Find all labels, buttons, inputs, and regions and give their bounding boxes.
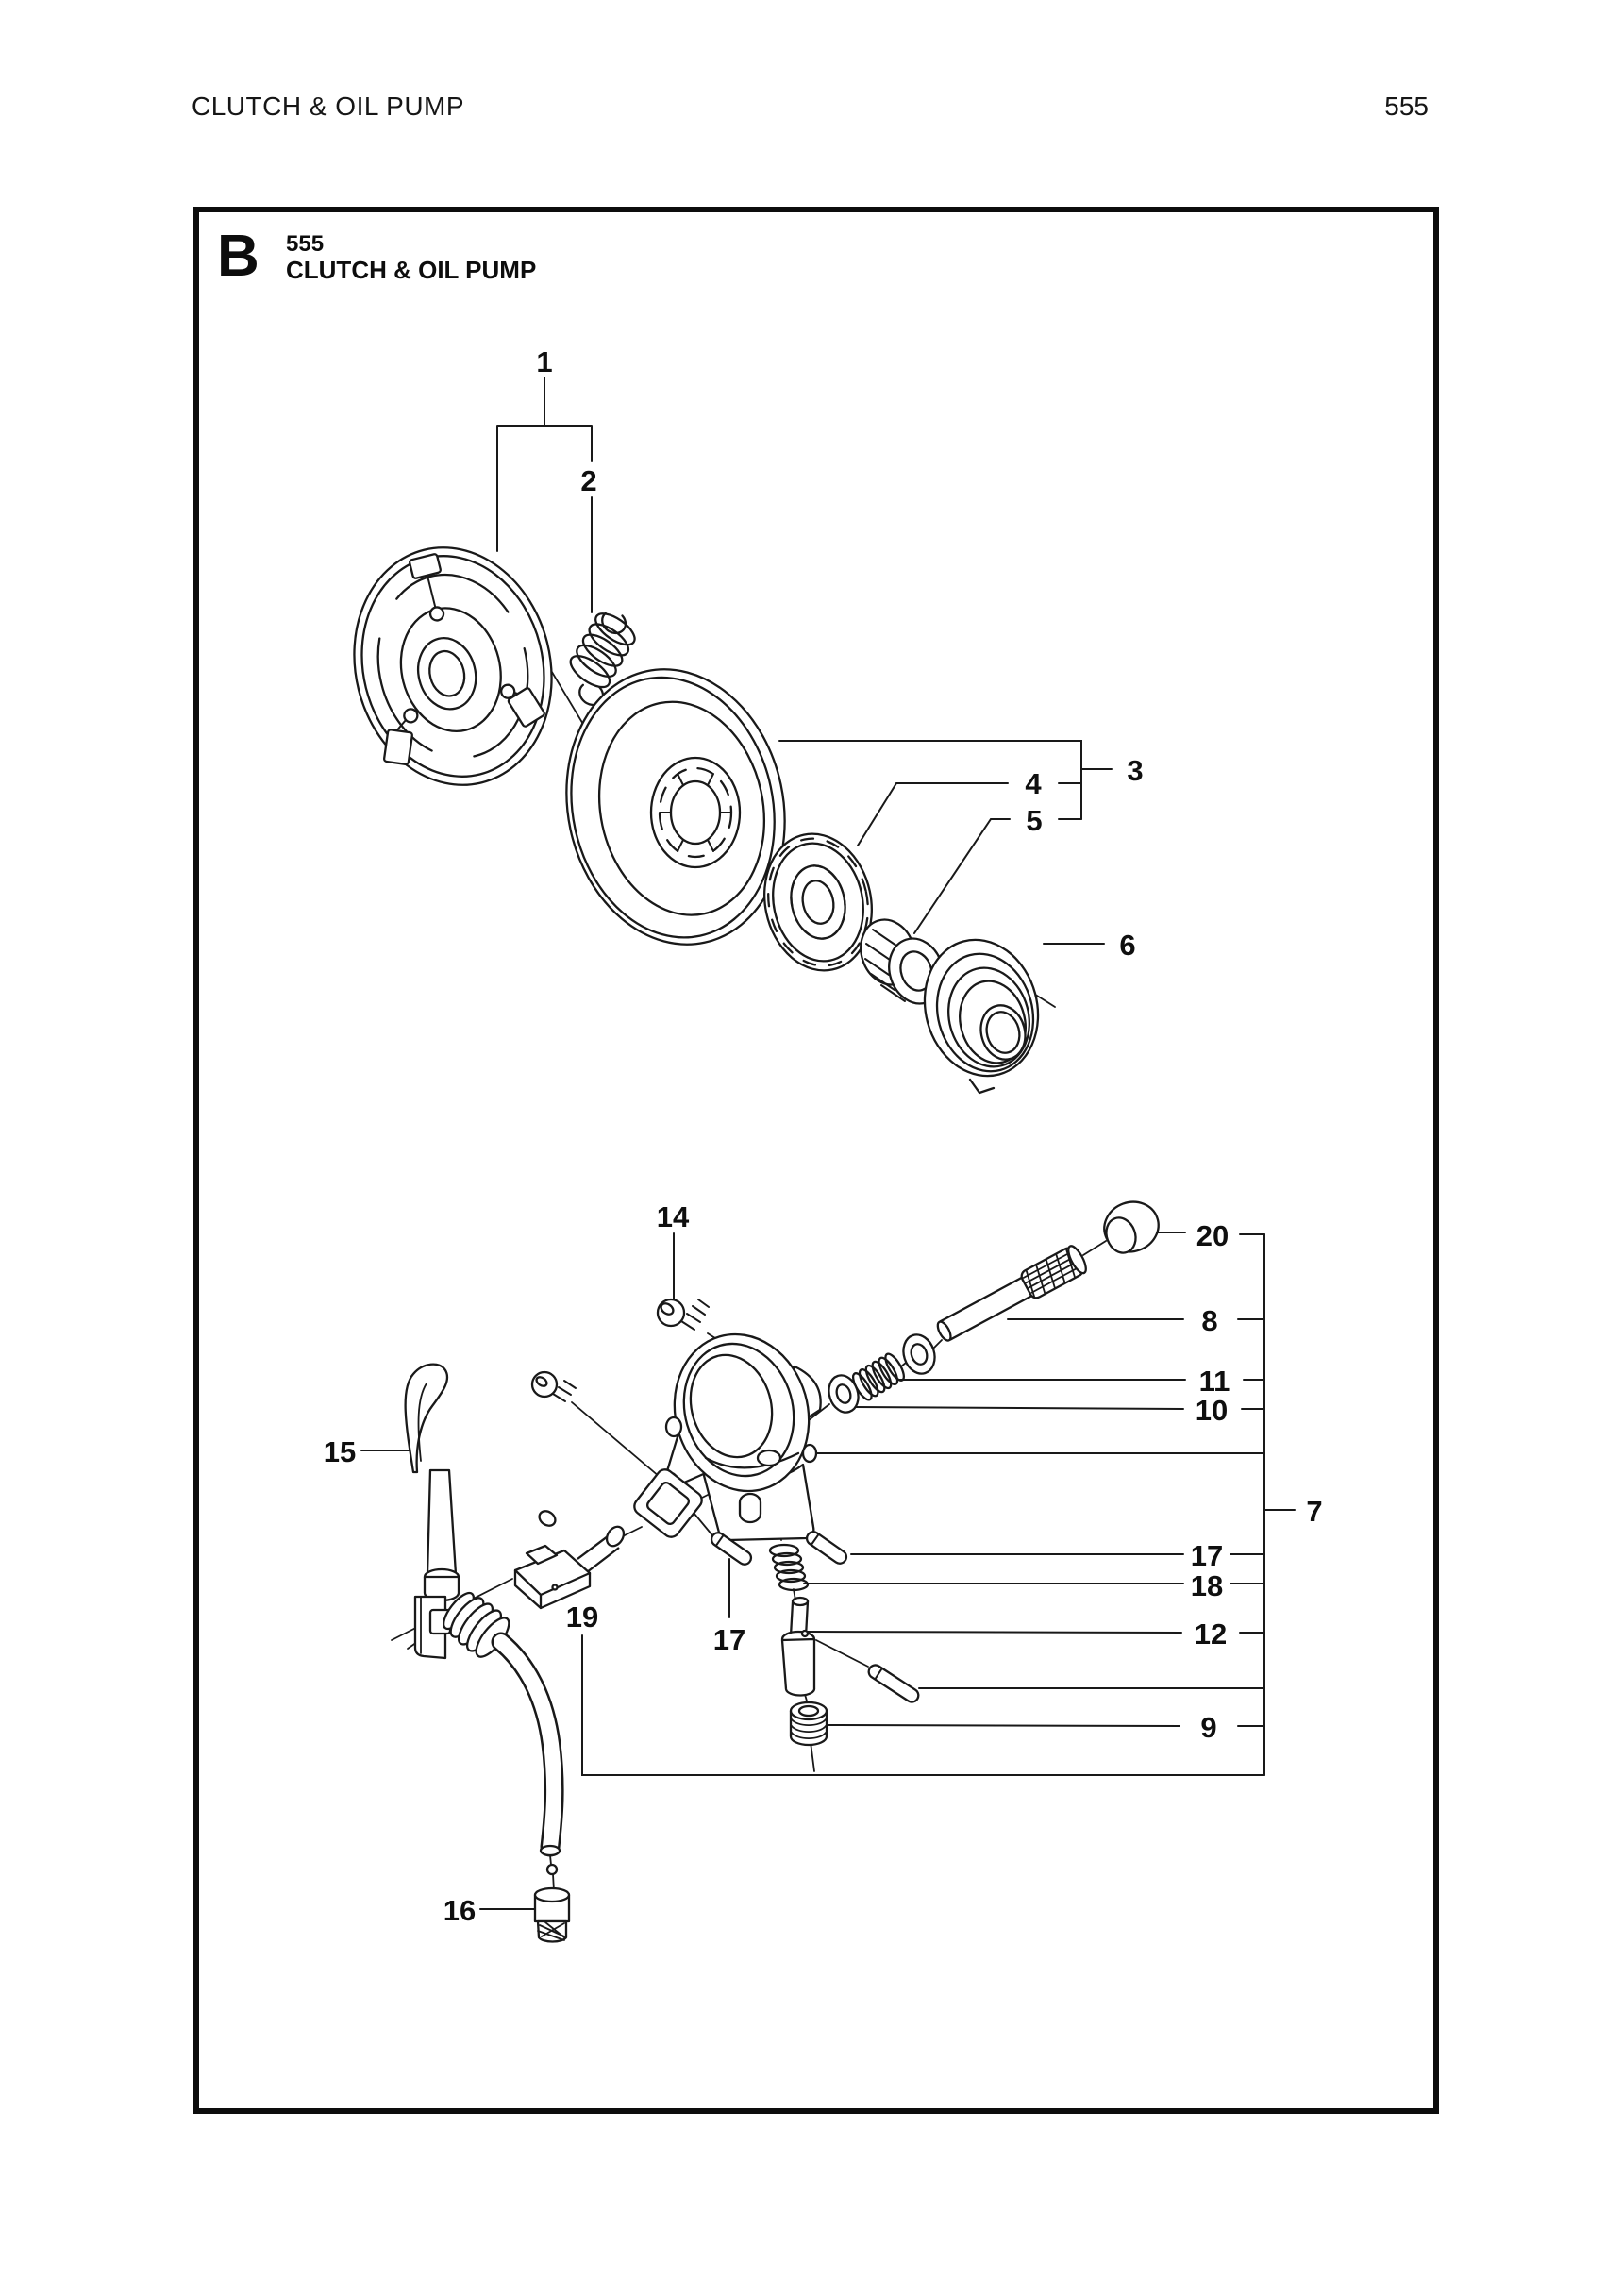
pump-screw-left bbox=[532, 1372, 576, 1401]
callout-20: 20 bbox=[1196, 1219, 1230, 1252]
section-model: 555 bbox=[286, 231, 325, 257]
callout-18: 18 bbox=[1190, 1569, 1224, 1602]
oil-pickup-assembly bbox=[406, 1365, 569, 1942]
pump-drive-shaft bbox=[933, 1244, 1090, 1347]
callout-17-right: 17 bbox=[1190, 1539, 1224, 1572]
callout-6: 6 bbox=[1119, 929, 1136, 962]
pickup-tube bbox=[427, 1470, 456, 1574]
callout-19: 19 bbox=[565, 1600, 599, 1634]
callout-9: 9 bbox=[1200, 1711, 1217, 1744]
pickup-handle bbox=[406, 1365, 447, 1472]
callout-11: 11 bbox=[1198, 1365, 1230, 1398]
callout-12: 12 bbox=[1194, 1617, 1228, 1651]
callout-5: 5 bbox=[1026, 804, 1043, 837]
page-title: CLUTCH & OIL PUMP bbox=[192, 92, 465, 121]
shaft-washer-outer bbox=[898, 1331, 939, 1378]
outlet-grommet bbox=[791, 1702, 827, 1745]
callout-17-left: 17 bbox=[712, 1623, 746, 1656]
callout-15: 15 bbox=[323, 1435, 357, 1468]
callout-3: 3 bbox=[1127, 754, 1144, 787]
pump-piston bbox=[515, 1523, 627, 1608]
drum-sprocket-hub bbox=[651, 758, 740, 867]
callout-1: 1 bbox=[536, 345, 553, 378]
callout-2: 2 bbox=[580, 464, 597, 497]
callout-8: 8 bbox=[1201, 1304, 1218, 1337]
pump-screw-14 bbox=[658, 1299, 709, 1330]
oil-filter bbox=[535, 1888, 569, 1941]
adjuster-pin bbox=[866, 1663, 921, 1704]
page-number: 555 bbox=[1384, 92, 1429, 121]
valve-spring bbox=[770, 1545, 808, 1590]
clutch-shoe-assembly bbox=[329, 527, 576, 806]
shaft-cap bbox=[1097, 1195, 1165, 1260]
callout-14: 14 bbox=[656, 1200, 690, 1233]
callout-7: 7 bbox=[1306, 1495, 1323, 1528]
callout-10: 10 bbox=[1195, 1394, 1229, 1427]
section-title: CLUTCH & OIL PUMP bbox=[286, 256, 537, 284]
callout-16: 16 bbox=[443, 1894, 477, 1927]
shaft-washer-inner bbox=[825, 1371, 863, 1416]
section-letter: B bbox=[217, 224, 259, 289]
pump-plunger bbox=[782, 1598, 814, 1696]
dowel-pin-right bbox=[804, 1530, 848, 1567]
callout-4: 4 bbox=[1025, 767, 1042, 800]
